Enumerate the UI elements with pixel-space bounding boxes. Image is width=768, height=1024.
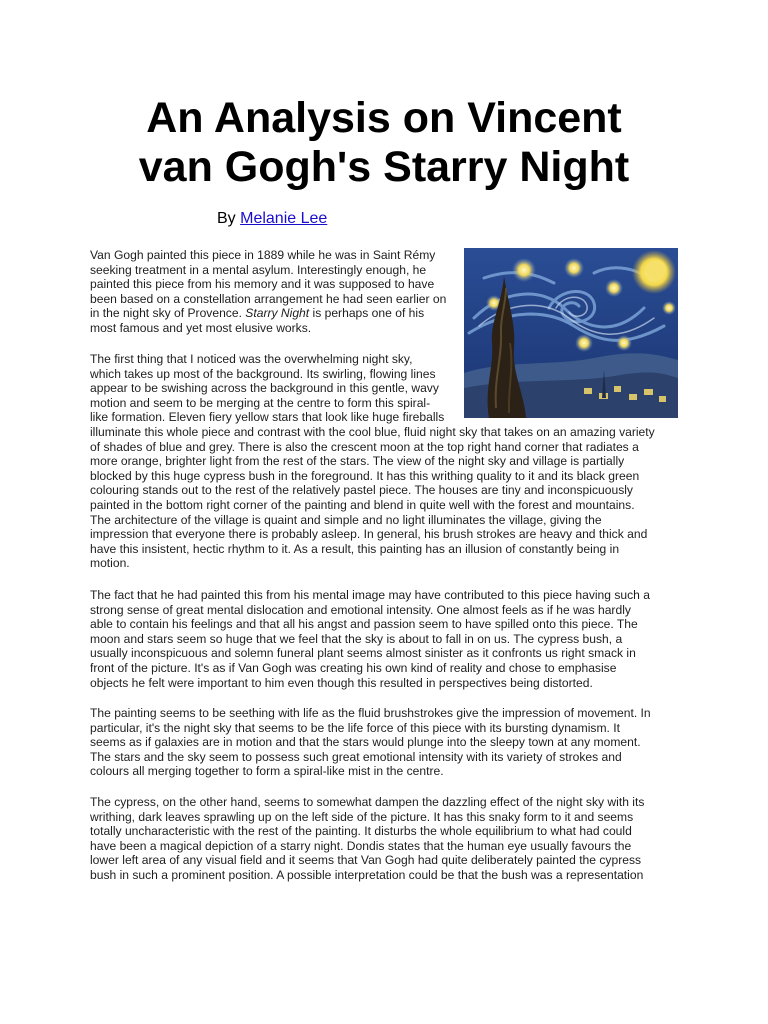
text-segment: totally uncharacteristic with the rest of the painting. It disturbs the whole equilibrium to what had could bbox=[90, 824, 632, 839]
text-line bbox=[90, 839, 680, 854]
text-line bbox=[90, 853, 680, 868]
text-segment: colouring stands out to the rest of the relatively pastel piece. The houses are tiny and inconspicuously bbox=[90, 483, 633, 498]
text-line bbox=[90, 263, 680, 278]
text-line bbox=[90, 632, 680, 647]
text-segment: writhing, dark leaves sprawling up on the left side of the picture. It has this snaky form to it and seems bbox=[90, 809, 634, 824]
text-line bbox=[90, 661, 680, 676]
text-line bbox=[90, 795, 680, 810]
text-segment: The architecture of the village is quaint and simple and no light illuminates the village, giving the bbox=[90, 512, 602, 527]
text-line bbox=[90, 706, 680, 721]
text-line bbox=[90, 617, 680, 632]
text-line bbox=[90, 676, 680, 691]
text-line bbox=[90, 498, 680, 513]
text-line bbox=[90, 454, 680, 469]
paragraph bbox=[90, 248, 680, 336]
text-line bbox=[90, 588, 680, 603]
text-segment: appear to be swishing across the background in this gentle, wavy bbox=[90, 381, 439, 396]
text-segment: impression that everyone there is probably asleep. In general, his brush strokes are heavy and thick and bbox=[90, 527, 648, 542]
text-line bbox=[90, 646, 680, 661]
text-segment: of shades of blue and grey. There is also the crescent moon at the top right hand corner that radiates a bbox=[90, 439, 639, 454]
text-segment: lower left area of any visual field and it seems that Van Gogh had quite deliberately painted the cypress bbox=[90, 853, 642, 868]
text-line bbox=[90, 306, 680, 321]
text-segment: like formation. Eleven fiery yellow stars that look like huge fireballs bbox=[90, 410, 445, 425]
title-line: van Gogh's Starry Night bbox=[138, 143, 630, 191]
text-line bbox=[90, 824, 680, 839]
italic-title: Starry Night bbox=[245, 306, 310, 321]
text-line bbox=[90, 440, 680, 455]
text-segment: have been a magical depiction of a starry night. Dondis states that the human eye usually favours the bbox=[90, 838, 632, 853]
text-line bbox=[90, 868, 680, 883]
text-segment: in the night sky of Provence. bbox=[90, 306, 246, 321]
text-segment: blocked by this huge cypress bush in the foreground. It has this writhing quality to it and its black green bbox=[90, 468, 640, 483]
text-line bbox=[90, 542, 680, 557]
title-line: An Analysis on Vincent bbox=[146, 94, 622, 142]
text-segment: The stars and the sky seem to possess such great emotional intensity with its variety of strokes and bbox=[90, 749, 622, 764]
text-segment: bush in such a prominent position. A possible interpretation could be that the bush was a representation bbox=[90, 867, 644, 882]
text-segment: The cypress, on the other hand, seems to somewhat dampen the dazzling effect of the night sky with its bbox=[90, 795, 645, 809]
text-line bbox=[90, 721, 680, 736]
text-line bbox=[90, 603, 680, 618]
paragraph bbox=[90, 352, 680, 571]
paragraph bbox=[90, 795, 680, 883]
text-line bbox=[90, 367, 680, 382]
text-line bbox=[90, 513, 680, 528]
text-line bbox=[90, 248, 680, 263]
text-segment: is perhaps one of his bbox=[309, 306, 425, 321]
text-line bbox=[90, 381, 680, 396]
text-line bbox=[90, 750, 680, 765]
text-line bbox=[90, 469, 680, 484]
text-segment: The fact that he had painted this from his mental image may have contributed to this piece having such a bbox=[90, 588, 650, 602]
text-segment: moon and stars seem so huge that we feel that the sky is about to fall in on us. The cypress bush, a bbox=[90, 631, 623, 646]
text-line bbox=[90, 527, 680, 542]
text-segment: objects he felt were important to him even though this resulted in perspectives being distorted. bbox=[90, 675, 593, 690]
text-segment: motion and seem to be merging at the centre to form this spiral- bbox=[90, 395, 431, 410]
text-line bbox=[90, 425, 680, 440]
byline-prefix: By bbox=[217, 210, 241, 227]
text-segment: The painting seems to be seething with life as the fluid brushstrokes give the impression of movement. In bbox=[90, 706, 651, 720]
text-segment: front of the picture. It's as if Van Gogh was creating his own kind of reality and chose to emphasise bbox=[90, 660, 617, 675]
text-line bbox=[90, 556, 680, 571]
text-segment: painted this piece from his memory and it was supposed to have bbox=[90, 277, 435, 292]
text-segment: seems as if galaxies are in motion and that the stars would plunge into the sleepy town at any moment. bbox=[90, 735, 641, 750]
text-line bbox=[90, 410, 680, 425]
author-link[interactable]: Melanie Lee bbox=[240, 210, 328, 227]
text-segment: particular, it's the night sky that seems to be the life force of this piece with its bursting dynamism. It bbox=[90, 720, 620, 735]
text-line bbox=[90, 735, 680, 750]
text-segment: illuminate this whole piece and contrast with the cool blue, fluid night sky that takes on an amazing variety bbox=[90, 424, 655, 439]
text-line bbox=[90, 764, 680, 779]
paragraph bbox=[90, 706, 680, 779]
byline bbox=[217, 210, 327, 228]
text-segment: have this insistent, hectic rhythm to it. As a result, this painting has an illusion of constantly being in bbox=[90, 541, 620, 556]
page-title bbox=[0, 94, 768, 192]
text-segment: most famous and yet most elusive works. bbox=[90, 320, 312, 335]
text-segment: which takes up most of the background. Its swirling, flowing lines bbox=[90, 366, 436, 381]
text-line bbox=[90, 292, 680, 307]
text-segment: The first thing that I noticed was the overwhelming night sky, bbox=[90, 352, 413, 366]
text-segment: colours all merging together to form a spiral-like mist in the centre. bbox=[90, 764, 444, 779]
text-line bbox=[90, 277, 680, 292]
text-line bbox=[90, 321, 680, 336]
text-segment: able to contain his feelings and that all his angst and passion seem to have spilled onto this piece. The bbox=[90, 617, 638, 632]
text-segment: Van Gogh painted this piece in 1889 while he was in Saint Rémy bbox=[90, 248, 436, 262]
text-segment: more orange, brighter light from the rest of the stars. The view of the night sky and village is partially bbox=[90, 454, 625, 469]
text-line bbox=[90, 810, 680, 825]
text-line bbox=[90, 352, 680, 367]
text-segment: seeking treatment in a mental asylum. Interestingly enough, he bbox=[90, 262, 427, 277]
text-segment: been based on a constellation arrangement he had seen earlier on bbox=[90, 291, 447, 306]
text-segment: motion. bbox=[90, 556, 130, 571]
text-line bbox=[90, 396, 680, 411]
paragraph bbox=[90, 588, 680, 690]
text-line bbox=[90, 483, 680, 498]
text-segment: strong sense of great mental dislocation and emotional intensity. One almost feels as if he was hardly bbox=[90, 602, 631, 617]
text-segment: usually inconspicuous and solemn funeral plant seems almost sinister as it confronts us right smack in bbox=[90, 646, 636, 661]
text-segment: painted in the bottom right corner of the painting and blend in quite well with the forest and mountains. bbox=[90, 497, 635, 512]
